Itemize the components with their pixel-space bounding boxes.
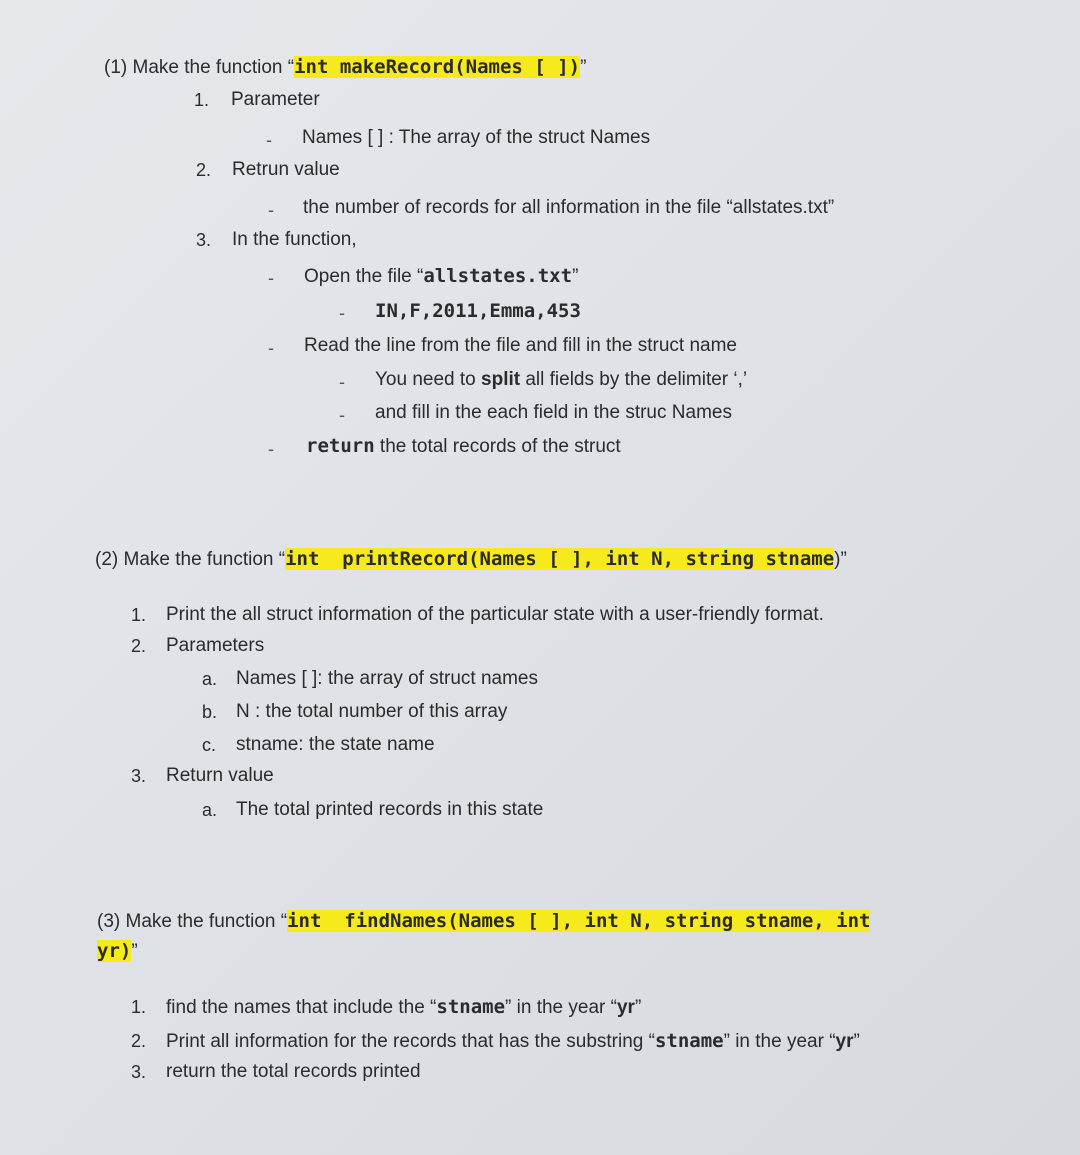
s3-code2: yr) xyxy=(97,940,132,962)
s1-i1-num: 1. xyxy=(194,90,210,110)
s1-code: int makeRecord(Names [ ]) xyxy=(294,56,581,78)
s2-i1: Print the all struct information of the particular state with a user-friendly format. xyxy=(166,604,824,625)
s3-heading-cont xyxy=(97,939,138,964)
s1-split-post: all fields by the delimiter ‘,’ xyxy=(520,369,748,390)
s3-i1 xyxy=(166,995,641,1020)
s3-i1-num: 1. xyxy=(131,997,147,1017)
s2-heading xyxy=(95,547,847,572)
s1-return-code: return xyxy=(306,435,375,457)
s1-read: Read the line from the file and fill in the struct name xyxy=(304,335,738,356)
s2-ra-num: a. xyxy=(202,800,218,820)
s1-split xyxy=(375,368,747,392)
s2-i3-num: 3. xyxy=(131,766,147,786)
s1-open-pre: Open the file “ xyxy=(304,266,424,287)
s1-return-text: the total records of the struct xyxy=(374,436,621,457)
s3-code: int findNames(Names [ ], int N, string stname, int xyxy=(287,910,871,932)
dash: - xyxy=(266,130,272,150)
s3-i1-pre: find the names that include the “ xyxy=(166,997,437,1018)
s1-i3: In the function, xyxy=(232,229,357,250)
s3-i2-num: 2. xyxy=(131,1031,147,1051)
s2-prefix: (2) Make the function “ xyxy=(95,549,286,570)
s3-i3: return the total records printed xyxy=(166,1061,421,1082)
s3-i2 xyxy=(166,1029,860,1054)
dash: - xyxy=(268,200,274,220)
s2-a: Names [ ]: the array of struct names xyxy=(236,668,538,689)
s2-suffix: )” xyxy=(834,549,847,570)
s3-i3-num: 3. xyxy=(131,1062,147,1082)
s1-open-post: ” xyxy=(572,266,579,287)
s3-i2-code: stname xyxy=(654,1030,724,1052)
dash: - xyxy=(339,405,345,425)
s1-i3-num: 3. xyxy=(196,230,212,250)
dash: - xyxy=(339,303,345,323)
dash: - xyxy=(339,372,345,392)
s3-i1-post: ” in the year “ xyxy=(505,997,617,1018)
s1-heading xyxy=(104,55,586,80)
s3-i2-yr: yr xyxy=(835,1031,854,1052)
s2-i2: Parameters xyxy=(166,635,265,656)
s1-example: IN,F,2011,Emma,453 xyxy=(375,300,581,322)
s1-i2-sub: the number of records for all information in the file “allstates.txt” xyxy=(303,197,835,218)
s3-suffix2: ” xyxy=(131,941,138,962)
s3-i1-end: ” xyxy=(634,997,642,1018)
s3-i1-code: stname xyxy=(436,996,506,1018)
s3-i1-yr: yr xyxy=(616,997,635,1018)
s2-ra: The total printed records in this state xyxy=(236,799,544,820)
s1-i1-sub: Names [ ] : The array of the struct Names xyxy=(302,127,651,148)
s2-c-num: c. xyxy=(202,735,217,755)
s2-i3: Return value xyxy=(166,765,274,786)
s1-open-code: allstates.txt xyxy=(423,265,573,287)
s2-code: int printRecord(Names [ ], int N, string stname xyxy=(285,548,835,570)
s2-c: stname: the state name xyxy=(236,734,435,755)
s2-b: N : the total number of this array xyxy=(236,701,508,722)
s2-b-num: b. xyxy=(202,702,218,722)
s3-heading xyxy=(97,909,870,934)
s1-return xyxy=(306,434,621,459)
s3-i2-end: ” xyxy=(853,1031,860,1052)
s1-i2: Retrun value xyxy=(232,159,340,180)
s2-i2-num: 2. xyxy=(131,636,147,656)
s3-prefix: (3) Make the function “ xyxy=(97,911,288,932)
s1-split-bold: split xyxy=(481,369,521,390)
s1-fill: and fill in the each field in the struc Names xyxy=(375,402,732,423)
s1-i1: Parameter xyxy=(231,89,320,110)
s3-i2-pre: Print all information for the records that has the substring “ xyxy=(166,1031,655,1052)
s1-split-pre: You need to xyxy=(375,369,482,390)
s1-suffix: ” xyxy=(580,57,587,78)
s1-prefix: (1) Make the function “ xyxy=(104,57,295,78)
s1-i2-num: 2. xyxy=(196,160,212,180)
dash: - xyxy=(268,268,274,288)
s3-i2-post: ” in the year “ xyxy=(723,1031,836,1052)
dash: - xyxy=(268,338,274,358)
s1-open xyxy=(304,264,578,289)
s2-i1-num: 1. xyxy=(131,605,147,625)
dash: - xyxy=(268,439,274,459)
s2-a-num: a. xyxy=(202,669,218,689)
